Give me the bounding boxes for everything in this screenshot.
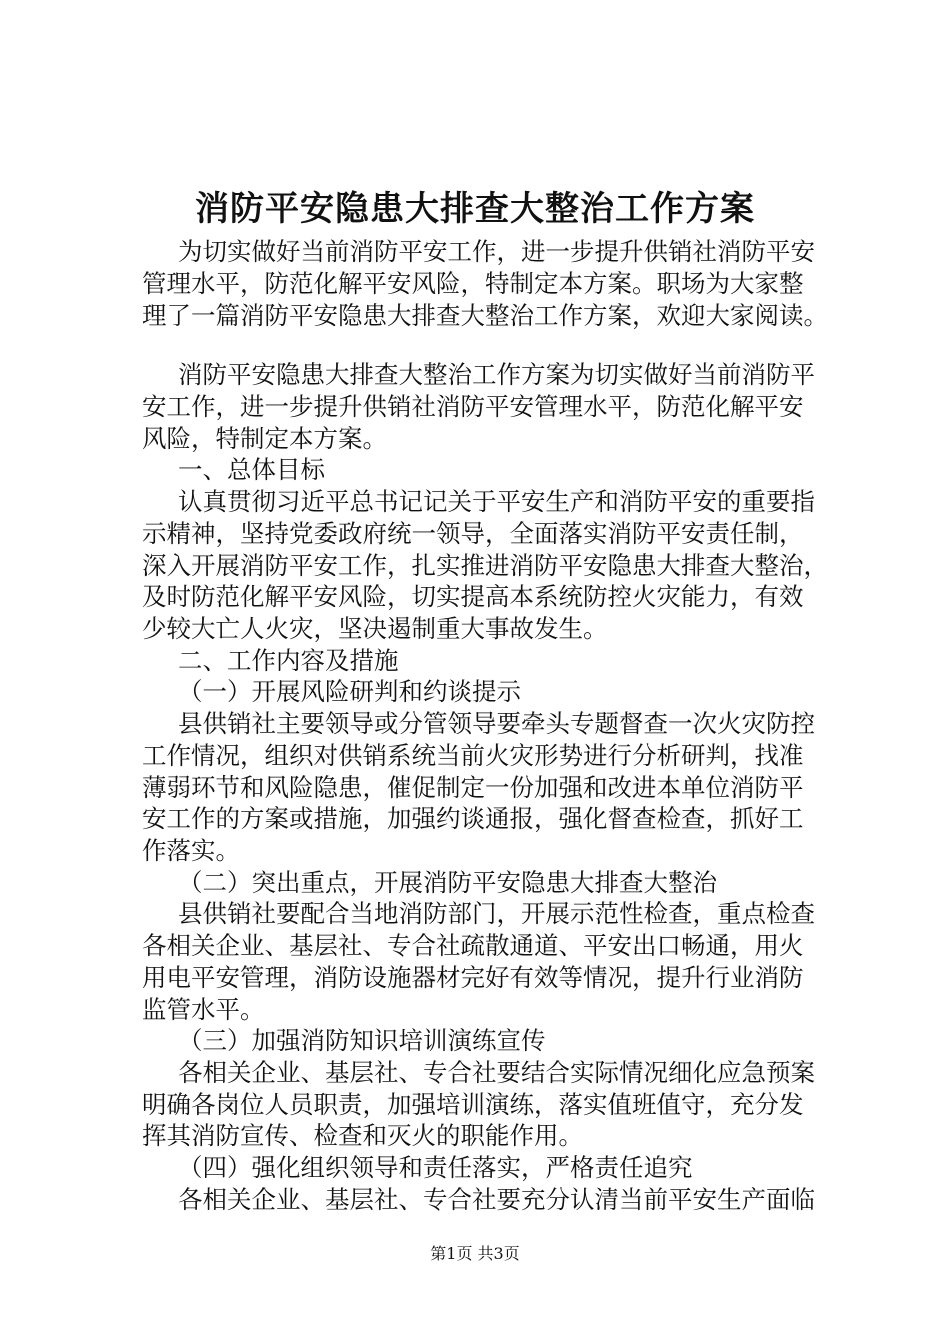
body-line: 薄弱环节和风险隐患，催促制定一份加强和改进本单位消防平	[142, 773, 804, 802]
subsection-heading-3: （三）加强消防知识培训演练宣传	[178, 1026, 546, 1055]
intro-line-3: 理了一篇消防平安隐患大排查大整治工作方案，欢迎大家阅读。	[142, 301, 828, 330]
body-line: 安工作，进一步提升供销社消防平安管理水平，防范化解平安	[142, 392, 804, 421]
body-line: 监管水平。	[142, 995, 265, 1024]
body-line: 各相关企业、基层社、专合社要结合实际情况细化应急预案	[178, 1058, 815, 1087]
intro-line-1: 为切实做好当前消防平安工作，进一步提升供销社消防平安	[178, 237, 815, 266]
body-line: 工作情况，组织对供销系统当前火灾形势进行分析研判，找准	[142, 741, 804, 770]
body-line: 县供销社要配合当地消防部门，开展示范性检查，重点检查	[178, 899, 815, 928]
body-line: 明确各岗位人员职责，加强培训演练，落实值班值守，充分发	[142, 1090, 804, 1119]
body-line: 安工作的方案或措施，加强约谈通报，强化督查检查，抓好工	[142, 804, 804, 833]
subsection-heading-2: （二）突出重点，开展消防平安隐患大排查大整治	[178, 868, 717, 897]
body-line: 县供销社主要领导或分管领导要牵头专题督查一次火灾防控	[178, 709, 815, 738]
section-heading-1: 一、总体目标	[178, 455, 325, 484]
subsection-heading-1: （一）开展风险研判和约谈提示	[178, 677, 521, 706]
body-line: 用电平安管理，消防设施器材完好有效等情况，提升行业消防	[142, 963, 804, 992]
body-line: 认真贯彻习近平总书记记关于平安生产和消防平安的重要指	[178, 487, 815, 516]
body-line: 示精神，坚持党委政府统一领导，全面落实消防平安责任制，	[142, 519, 804, 548]
intro-line-2: 管理水平，防范化解平安风险，特制定本方案。职场为大家整	[142, 269, 804, 298]
subsection-heading-4: （四）强化组织领导和责任落实，严格责任追究	[178, 1153, 693, 1182]
body-line: 风险，特制定本方案。	[142, 424, 387, 453]
body-line: 挥其消防宣传、检查和灭火的职能作用。	[142, 1121, 583, 1150]
body-line: 作落实。	[142, 836, 240, 865]
body-line: 消防平安隐患大排查大整治工作方案为切实做好当前消防平	[178, 360, 815, 389]
body-line: 各相关企业、基层社、专合社要充分认清当前平安生产面临	[178, 1185, 815, 1214]
body-line: 及时防范化解平安风险，切实提高本系统防控火灾能力，有效	[142, 582, 804, 611]
body-line: 各相关企业、基层社、专合社疏散通道、平安出口畅通，用火	[142, 931, 804, 960]
body-line: 深入开展消防平安工作，扎实推进消防平安隐患大排查大整治，	[142, 551, 828, 580]
page-footer: 第1页 共3页	[430, 1244, 520, 1263]
body-line: 少较大亡人火灾，坚决遏制重大事故发生。	[142, 614, 608, 643]
section-heading-2: 二、工作内容及措施	[178, 646, 399, 675]
document-title: 消防平安隐患大排查大整治工作方案	[195, 189, 755, 229]
